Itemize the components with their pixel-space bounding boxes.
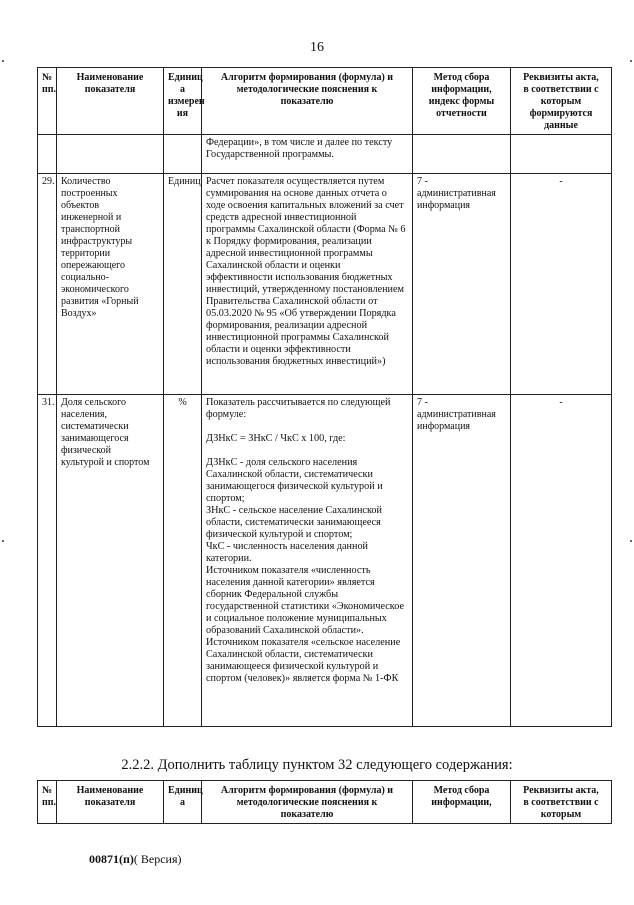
cell-unit: Единиц bbox=[164, 174, 202, 395]
table-header-row bbox=[38, 68, 612, 135]
cell-num: 29. bbox=[38, 174, 57, 395]
header-name: Наименование показателя bbox=[57, 781, 164, 824]
table-row bbox=[38, 395, 612, 727]
header-algorithm: Алгоритм формирования (формула) и методологические пояснения к показателю bbox=[202, 781, 413, 824]
header-num: № пп. bbox=[38, 781, 57, 824]
cell-method: 7 - административная информация bbox=[413, 395, 511, 727]
cell-method bbox=[413, 135, 511, 174]
indicators-table bbox=[37, 67, 612, 727]
margin-mark bbox=[2, 60, 4, 62]
margin-mark bbox=[2, 540, 4, 542]
cell-requisites bbox=[511, 135, 612, 174]
header-method: Метод сбора информации, индекс формы отчетности bbox=[413, 68, 511, 135]
header-num: № пп. bbox=[38, 68, 57, 135]
new-item-table bbox=[37, 780, 612, 824]
cell-algorithm: Расчет показателя осуществляется путем суммирования на основе данных отчета о ходе освоения капитальных вложений за счет средств адресной инвестиционной программы Сахалинской области (Форма № 6 к Порядку формирования, реализации адресной инвестиционной программы Сахалинской области и оценки эффективности использования бюджетных инвестиций, утвержденному постановлением Правительства Сахалинской области от 05.03.2020 № 95 «Об утверждении Порядка формирования, реализации адресной инвестиционной программы Сахалинской области и оценки эффективности использования бюджетных инвестиций») bbox=[202, 174, 413, 395]
header-algorithm: Алгоритм формирования (формула) и методологические пояснения к показателю bbox=[202, 68, 413, 135]
header-unit: Единиц а измерен ия bbox=[164, 68, 202, 135]
cell-num bbox=[38, 135, 57, 174]
document-version: ( Версия) bbox=[133, 852, 182, 866]
cell-num: 31. bbox=[38, 395, 57, 727]
cell-name bbox=[57, 135, 164, 174]
section-heading: 2.2.2. Дополнить таблицу пунктом 32 следующего содержания: bbox=[121, 757, 513, 773]
cell-name: Доля сельского населения, систематически занимающегося физической культурой и спортом bbox=[57, 395, 164, 727]
table-row bbox=[38, 174, 612, 395]
cell-unit: % bbox=[164, 395, 202, 727]
table-header-row bbox=[38, 781, 612, 824]
header-method: Метод сбора информации, bbox=[413, 781, 511, 824]
cell-requisites: - bbox=[511, 395, 612, 727]
margin-mark bbox=[630, 540, 632, 542]
header-unit: Единиц а bbox=[164, 781, 202, 824]
header-name: Наименование показателя bbox=[57, 68, 164, 135]
cell-method: 7 - административная информация bbox=[413, 174, 511, 395]
margin-mark bbox=[630, 60, 632, 62]
page-number: 16 bbox=[310, 40, 324, 55]
cell-name: Количество построенных объектов инженерной и транспортной инфраструктуры территории опережающего социально- экономического развития «Горный Воздух» bbox=[57, 174, 164, 395]
cell-algorithm: Федерации», в том числе и далее по тексту Государственной программы. bbox=[202, 135, 413, 174]
table-row-continuation bbox=[38, 135, 612, 174]
cell-algorithm: Показатель рассчитывается по следующей формуле: ДЗНкС = ЗНкС / ЧкС х 100, где: ДЗНкС - доля сельского населения Сахалинской области, систематически занимающегося физической культурой и спортом; ЗНкС - сельское население Сахалинской области, систематически занимающееся физической культурой и спортом; ЧкС - численность населения данной категории. Источником показателя «численность населения данной категории» является сборник Федеральной службы государственной статистики «Экономическое и социальное положение муниципальных образований Сахалинской области». Источником показателя «сельское население Сахалинской области, систематически занимающееся физической культурой и спортом (человек)» является форма № 1-ФК bbox=[202, 395, 413, 727]
document-code: 00871(п) bbox=[89, 852, 134, 866]
document-footer bbox=[89, 852, 182, 867]
header-requisites: Реквизиты акта, в соответствии с которым bbox=[511, 781, 612, 824]
cell-requisites: - bbox=[511, 174, 612, 395]
header-requisites: Реквизиты акта, в соответствии с которым формируются данные bbox=[511, 68, 612, 135]
cell-unit bbox=[164, 135, 202, 174]
